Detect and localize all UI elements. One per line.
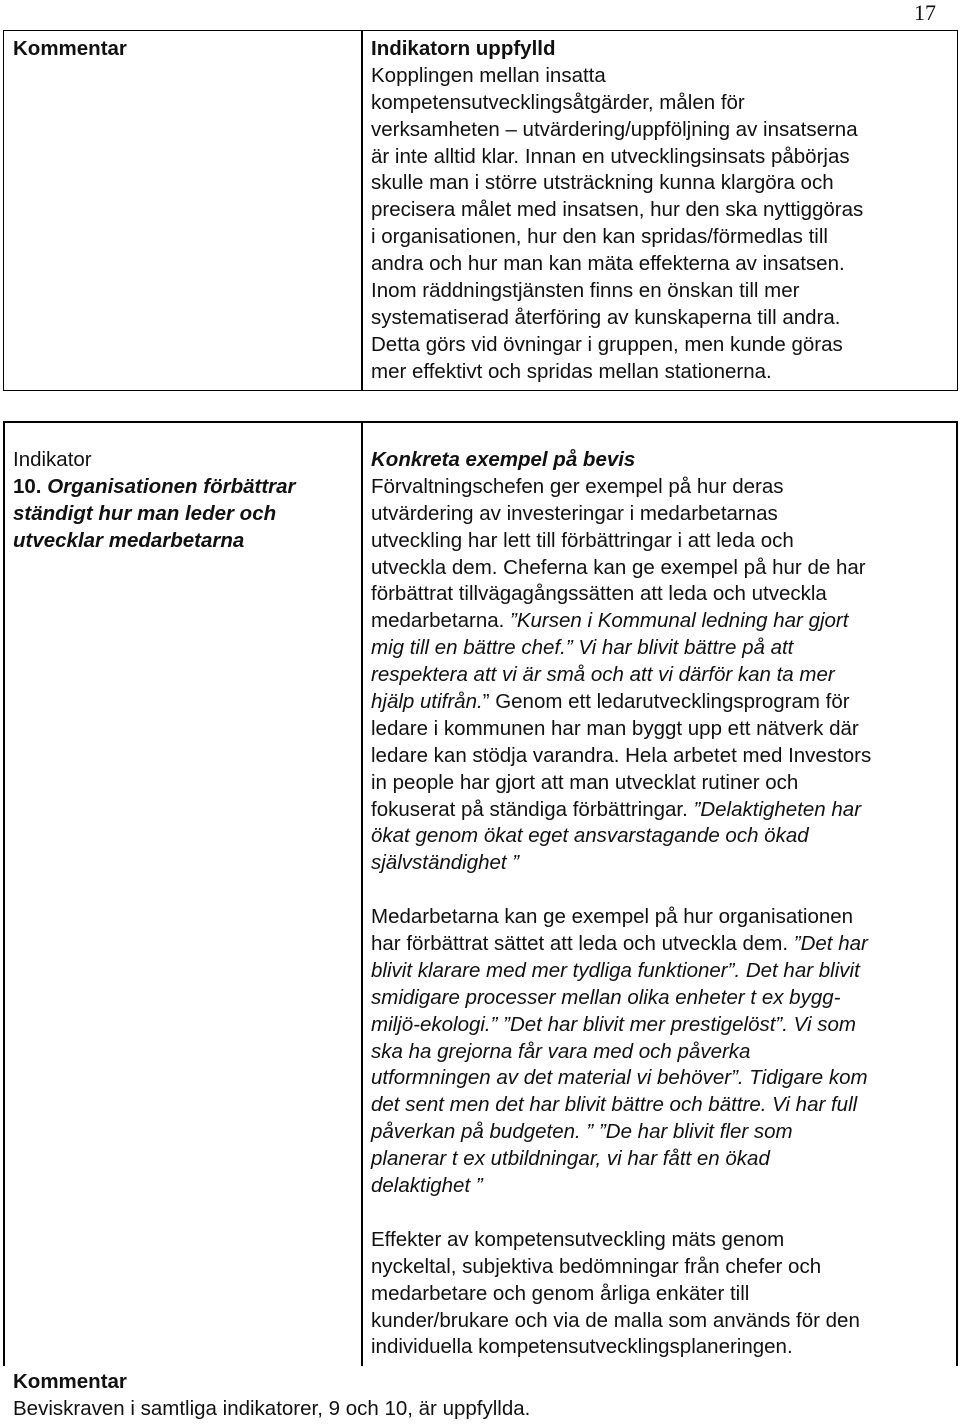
text-line: [371, 770, 871, 797]
comment-label: Kommentar: [13, 37, 127, 60]
text-line: [371, 1146, 871, 1173]
text-line: verksamheten – utvärdering/uppföljning av insatserna: [371, 117, 858, 141]
evidence-heading: Konkreta exempel på bevis: [371, 448, 636, 471]
indicator-table-right-border: [956, 421, 958, 1366]
text-segment: Det har blivit: [740, 958, 860, 982]
text-line: [371, 555, 871, 582]
comment-table-divider: [361, 30, 363, 391]
indicator-cell: [13, 447, 296, 555]
text-segment: miljö-ekologi.” ”Det har blivit mer prestigelöst”. Vi som: [371, 1012, 856, 1036]
text-segment: ”Kursen i Kommunal ledning har gjort: [510, 609, 849, 633]
text-line: är inte alltid klar. Innan en utvecklingsinsats påbörjas: [371, 144, 850, 168]
text-line: [371, 635, 871, 662]
text-segment: Tidigare kom: [743, 1066, 868, 1090]
text-line: [371, 985, 871, 1012]
text-line: kunder/brukare och via de malla som används för den: [371, 1308, 860, 1332]
text-line: precisera målet med insatsen, hur den ska nyttiggöras: [371, 198, 864, 222]
text-segment: delaktighet ”: [371, 1174, 483, 1198]
text-line: i organisationen, hur den kan spridas/förmedlas till: [371, 225, 828, 249]
text-line: andra och hur man kan mäta effekterna av insatsen.: [371, 252, 845, 276]
text-segment: ökat genom ökat eget ansvarstagande och ökad: [371, 824, 809, 848]
text-line: Detta görs vid övningar i gruppen, men kunde göras: [371, 332, 843, 356]
text-line: [371, 958, 871, 985]
text-line: skulle man i större utsträckning kunna klargöra och: [371, 171, 834, 195]
text-segment: Medarbetarna kan ge exempel på hur organisationen: [371, 905, 854, 929]
evidence-cell: [371, 447, 871, 1361]
text-line: Kopplingen mellan insatta: [371, 63, 606, 87]
text-segment: in people har gjort att man utvecklat rutiner och: [371, 770, 799, 794]
text-segment: har förbättrat sättet att leda och utveckla dem.: [371, 932, 794, 956]
final-comment-text: Beviskraven i samtliga indikatorer, 9 och 10, är uppfyllda.: [13, 1396, 531, 1420]
text-line: Effekter av kompetensutveckling mäts genom: [371, 1227, 785, 1251]
evidence-paragraph-effects: [371, 1227, 871, 1361]
text-segment: förbättrat tillvägagångssätten att leda och utveckla: [371, 582, 827, 606]
text-segment: det sent men det har blivit bättre och bättre. Vi har full: [371, 1093, 858, 1117]
text-segment: ”Det har: [793, 932, 868, 956]
text-line: kompetensutvecklingsåtgärder, målen för: [371, 90, 745, 114]
text-line: [371, 501, 871, 528]
indicator-table-divider: [361, 421, 363, 1366]
text-segment: Förvaltningschefen ger exempel på hur deras: [371, 474, 784, 498]
text-segment: ledare i kommunen har man byggt upp ett nätverk där: [371, 716, 859, 740]
text-segment: utvärdering av investeringar i medarbetarnas: [371, 501, 778, 525]
text-segment: hjälp utifrån.: [371, 690, 483, 714]
text-segment: fokuserat på ständiga förbättringar.: [371, 797, 694, 821]
text-line: [371, 823, 871, 850]
text-line: [371, 743, 871, 770]
text-line: nyckeltal, subjektiva bedömningar från chefer och: [371, 1254, 822, 1278]
indicator-table-top-border: [3, 421, 958, 423]
text-segment: smidigare processer mellan olika enheter t ex bygg-: [371, 985, 841, 1009]
text-segment: ” Vi har blivit bättre på att: [565, 636, 794, 660]
text-segment: respektera att vi är små och att vi därför kan ta mer: [371, 663, 835, 687]
indicator-table-left-border: [3, 421, 5, 1366]
text-line: [371, 1092, 871, 1119]
text-line: [371, 1119, 871, 1146]
text-line: [371, 662, 871, 689]
text-line: [371, 1173, 871, 1200]
text-segment: medarbetarna.: [371, 609, 511, 633]
text-segment: utformningen av det material vi behöver”.: [371, 1066, 744, 1090]
text-line: [371, 528, 871, 555]
page-number: 17: [914, 0, 936, 25]
text-segment: mig till en bättre chef.: [371, 636, 566, 660]
indicator-title: 10. Organisationen förbättrar ständigt hur man leder och utvecklar medarbetarna: [13, 474, 296, 552]
text-line: systematiserad återföring av kunskaperna till andra.: [371, 305, 841, 329]
text-line: [371, 850, 871, 877]
text-line: [371, 1012, 871, 1039]
text-line: mer effektivt och spridas mellan stationerna.: [371, 359, 772, 383]
text-segment: ” Genom ett ledarutvecklingsprogram för: [482, 690, 850, 714]
evidence-paragraph-employees: [371, 904, 871, 1200]
comment-content: [371, 36, 863, 386]
text-segment: utveckla dem. Cheferna kan ge exempel på hur de har: [371, 555, 866, 579]
text-segment: ledare kan stödja varandra. Hela arbetet med Investors: [371, 743, 872, 767]
comment-paragraph: [371, 63, 863, 386]
text-segment: utveckling har lett till förbättringar i att leda och: [371, 528, 794, 552]
text-line: [371, 474, 871, 501]
text-line: [371, 931, 871, 958]
indicator-label: Indikator: [13, 448, 92, 471]
text-line: [371, 608, 871, 635]
text-line: [371, 1065, 871, 1092]
text-line: [371, 904, 871, 931]
indicator-number: 10.: [13, 474, 42, 498]
final-comment: [13, 1369, 530, 1423]
text-line: [371, 797, 871, 824]
text-segment: planerar t ex utbildningar, vi har fått en ökad: [371, 1147, 770, 1171]
text-segment: självständighet ”: [371, 851, 520, 875]
text-line: [371, 1039, 871, 1066]
text-line: [371, 716, 871, 743]
text-line: individuella kompetensutvecklingsplaneringen.: [371, 1335, 793, 1359]
text-segment: påverkan på budgeten. ” ”De har blivit fler som: [371, 1120, 793, 1144]
evidence-paragraph-management: [371, 474, 871, 877]
final-comment-label: Kommentar: [13, 1370, 127, 1393]
text-line: medarbetare och genom årliga enkäter till: [371, 1281, 750, 1305]
text-line: [371, 581, 871, 608]
text-segment: ”Delaktigheten har: [693, 797, 862, 821]
text-segment: ska ha grejorna får vara med och påverka: [371, 1039, 751, 1063]
text-line: Inom räddningstjänsten finns en önskan till mer: [371, 279, 800, 303]
indicator-fulfilled-heading: Indikatorn uppfylld: [371, 37, 556, 60]
text-line: [371, 689, 871, 716]
text-segment: blivit klarare med mer tydliga funktioner”.: [371, 958, 741, 982]
